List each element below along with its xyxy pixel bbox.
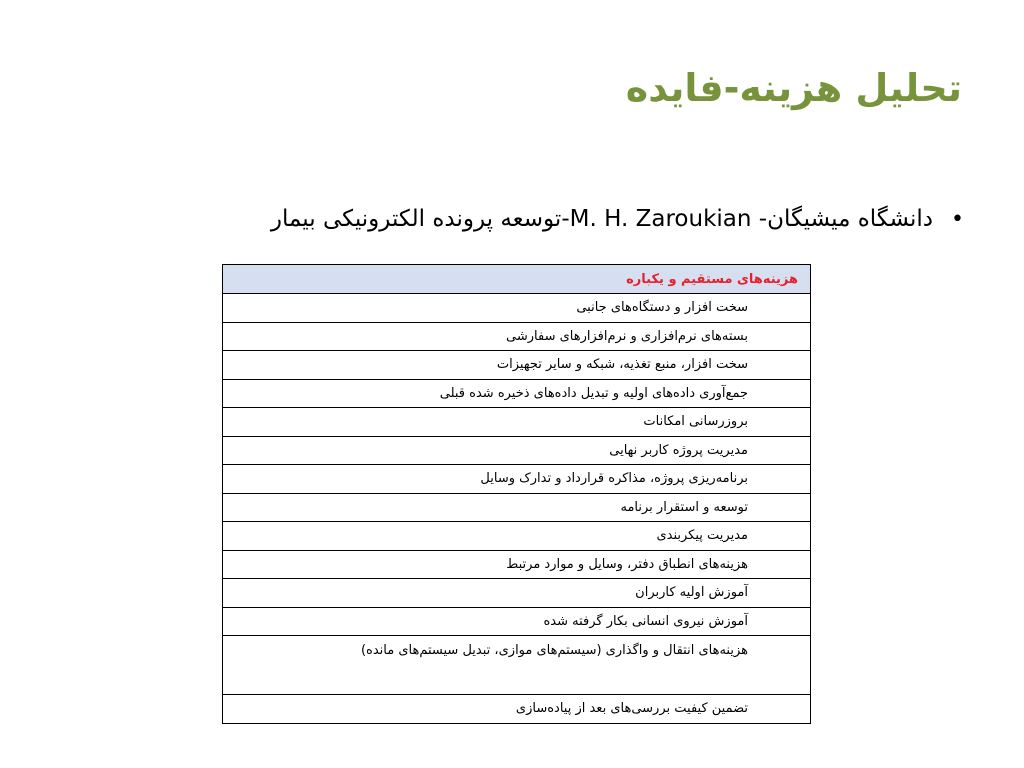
table-cell: آموزش نیروی انسانی بکار گرفته شده <box>223 607 811 636</box>
table-row <box>223 322 811 351</box>
table-cell: هزینه‌های انتقال و واگذاری (سیستم‌های موازی، تبدیل سیستم‌های مانده) <box>223 636 811 695</box>
table-cell: تضمین کیفیت بررسی‌های بعد از پیاده‌سازی <box>223 695 811 724</box>
table-header-row <box>223 265 811 294</box>
table-row <box>223 294 811 323</box>
table-cell: جمع‌آوری داده‌های اولیه و تبدیل داده‌های ذخیره شده قبلی <box>223 379 811 408</box>
table-row <box>223 408 811 437</box>
table-cell: هزینه‌های انطباق دفتر، وسایل و موارد مرتبط <box>223 550 811 579</box>
slide-title: تحلیل هزینه-فایده <box>625 66 962 110</box>
table-row <box>223 493 811 522</box>
table-header-cell: هزینه‌های مستقیم و یکباره <box>223 265 811 294</box>
bullet-line <box>271 206 964 232</box>
table-row <box>223 436 811 465</box>
table-cell: بسته‌های نرم‌افزاری و نرم‌افزارهای سفارشی <box>223 322 811 351</box>
table-row <box>223 579 811 608</box>
table-cell: مدیریت پروژه کاربر نهایی <box>223 436 811 465</box>
table-cell: آموزش اولیه کاربران <box>223 579 811 608</box>
bullet-dot: • <box>951 207 964 232</box>
table-row <box>223 351 811 380</box>
table-cell: توسعه و استقرار برنامه <box>223 493 811 522</box>
table-row <box>223 465 811 494</box>
table-cell: سخت افزار و دستگاه‌های جانبی <box>223 294 811 323</box>
table-cell: سخت افزار، منبع تغذیه، شبکه و سایر تجهیزات <box>223 351 811 380</box>
table-cell: بروزرسانی امکانات <box>223 408 811 437</box>
cost-table <box>222 264 811 724</box>
bullet-text: دانشگاه میشیگان- M. H. Zaroukian-توسعه پرونده الکترونیکی بیمار <box>270 206 934 232</box>
table-row <box>223 695 811 724</box>
table-row <box>223 550 811 579</box>
table-row <box>223 607 811 636</box>
table-row <box>223 522 811 551</box>
table-row <box>223 379 811 408</box>
table-cell: مدیریت پیکربندی <box>223 522 811 551</box>
table-cell: برنامه‌ریزی پروژه، مذاکره قرارداد و تدارک وسایل <box>223 465 811 494</box>
table-row <box>223 636 811 695</box>
